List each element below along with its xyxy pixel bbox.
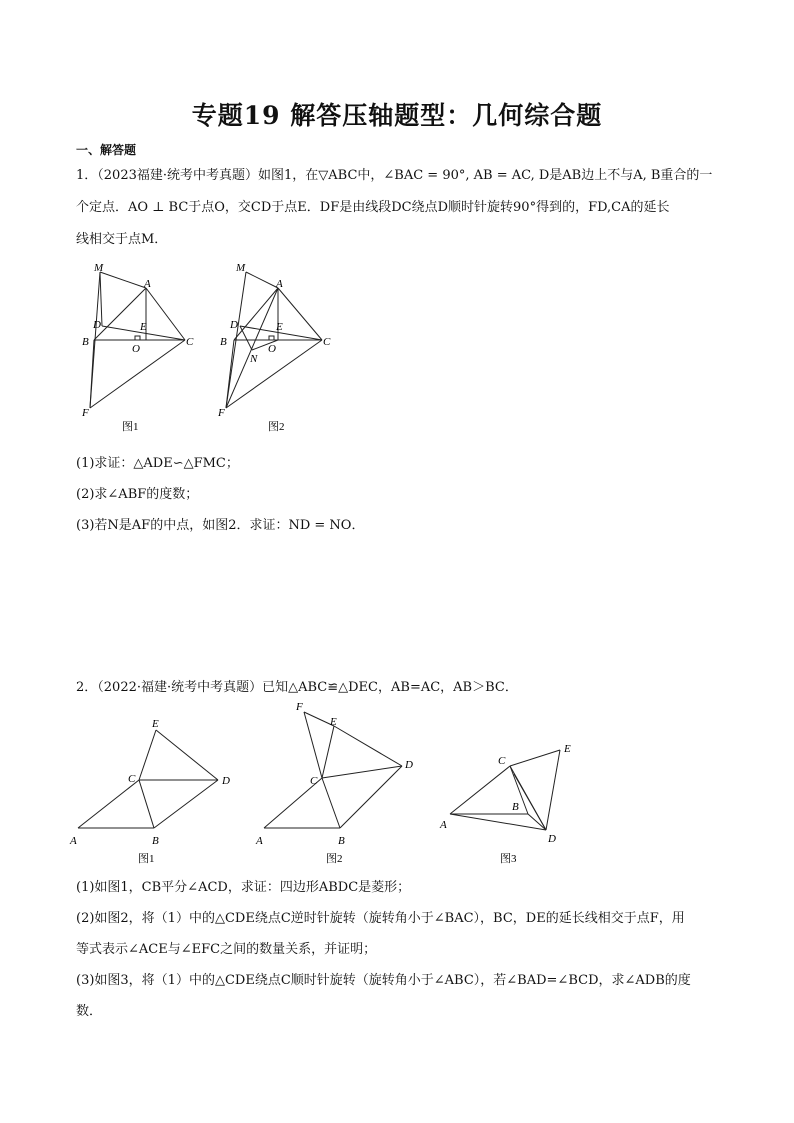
q2-line1: 2．（2022·福建·统考中考真题）已知△ABC≌△DEC，AB=AC，AB＞BC． bbox=[76, 680, 518, 695]
page-title: 专题19 解答压轴题型：几何综合题 bbox=[191, 101, 603, 130]
q1f1-label-M: M bbox=[94, 262, 104, 274]
q1f2-label-C: C bbox=[323, 336, 331, 348]
q2-sub2a: (2)如图2，将（1）中的△CDE绕点C逆时针旋转（旋转角小于∠BAC），BC，DE的延长线相交于点F，用 bbox=[76, 911, 685, 926]
q1f1-label-E: E bbox=[140, 321, 147, 333]
q1f1-label-A: A bbox=[144, 278, 151, 290]
q1f2-label-F: F bbox=[218, 407, 225, 419]
q1f2-label-M: M bbox=[236, 262, 246, 274]
q1-figure-2 bbox=[206, 258, 336, 438]
q1f1-label-C: C bbox=[186, 336, 194, 348]
q1f1-label-O: O bbox=[132, 343, 140, 355]
q2f3-label-E: E bbox=[564, 743, 571, 755]
q2-fig1-caption: 图1 bbox=[138, 853, 155, 865]
q2f1-label-C: C bbox=[128, 773, 136, 785]
q2-sub1: (1)如图1，CB平分∠ACD，求证：四边形ABDC是菱形； bbox=[76, 880, 411, 895]
q1-sub3: (3)若N是AF的中点，如图2．求证：ND = NO． bbox=[76, 518, 365, 533]
q2f2-label-F: F bbox=[296, 701, 303, 713]
q2f2-label-A: A bbox=[256, 835, 263, 847]
q1-figure-1 bbox=[76, 258, 196, 438]
q1f2-label-A: A bbox=[276, 278, 283, 290]
q1f2-label-B: B bbox=[220, 336, 227, 348]
q1f2-label-N: N bbox=[250, 353, 258, 365]
q1f1-label-F: F bbox=[82, 407, 89, 419]
section-heading: 一、解答题 bbox=[76, 143, 137, 157]
q2f3-label-A: A bbox=[440, 819, 447, 831]
q2-fig3-caption: 图3 bbox=[500, 853, 517, 865]
q2f3-label-B: B bbox=[512, 801, 519, 813]
q1-fig1-caption: 图1 bbox=[122, 421, 139, 433]
q2-fig2-caption: 图2 bbox=[326, 853, 343, 865]
q2-figure-3 bbox=[436, 734, 586, 870]
q2f2-label-B: B bbox=[338, 835, 345, 847]
q2f2-label-C: C bbox=[310, 775, 318, 787]
q1f1-label-B: B bbox=[82, 336, 89, 348]
q2f1-label-B: B bbox=[152, 835, 159, 847]
q1f2-label-D: D bbox=[230, 319, 238, 331]
q2-figure-1 bbox=[68, 710, 248, 870]
q1-sub1: (1)求证：△ADE∽△FMC； bbox=[76, 456, 239, 471]
q1-line3: 线相交于点M． bbox=[76, 232, 168, 247]
q2f1-label-D: D bbox=[222, 775, 230, 787]
q2f2-label-D: D bbox=[405, 759, 413, 771]
q1f2-label-E: E bbox=[276, 321, 283, 333]
q1-sub2: (2)求∠ABF的度数； bbox=[76, 487, 199, 502]
q1-fig2-caption: 图2 bbox=[268, 421, 285, 433]
q1-line1: 1．（2023福建·统考中考真题）如图1，在▽ABC中，∠BAC = 90°, AB = AC, D是AB边上不与A, B重合的一 bbox=[76, 168, 713, 183]
q2f2-label-E: E bbox=[330, 716, 337, 728]
q2-figure-2 bbox=[254, 696, 434, 870]
q1f1-label-D: D bbox=[93, 319, 101, 331]
q1-line2: 个定点．AO ⊥ BC于点O，交CD于点E．DF是由线段DC绕点D顺时针旋转90°得到的，FD,CA的延长 bbox=[76, 200, 670, 215]
q2-sub2b: 等式表示∠ACE与∠EFC之间的数量关系，并证明； bbox=[76, 942, 377, 957]
q2f3-label-C: C bbox=[498, 755, 506, 767]
q1f2-label-O: O bbox=[268, 343, 276, 355]
q2f1-label-A: A bbox=[70, 835, 77, 847]
q2-sub3b: 数． bbox=[76, 1004, 103, 1019]
q2f3-label-D: D bbox=[548, 833, 556, 845]
q2f1-label-E: E bbox=[152, 718, 159, 730]
q2-sub3a: (3)如图3，将（1）中的△CDE绕点C顺时针旋转（旋转角小于∠ABC），若∠BAD=∠BCD，求∠ADB的度 bbox=[76, 973, 691, 988]
